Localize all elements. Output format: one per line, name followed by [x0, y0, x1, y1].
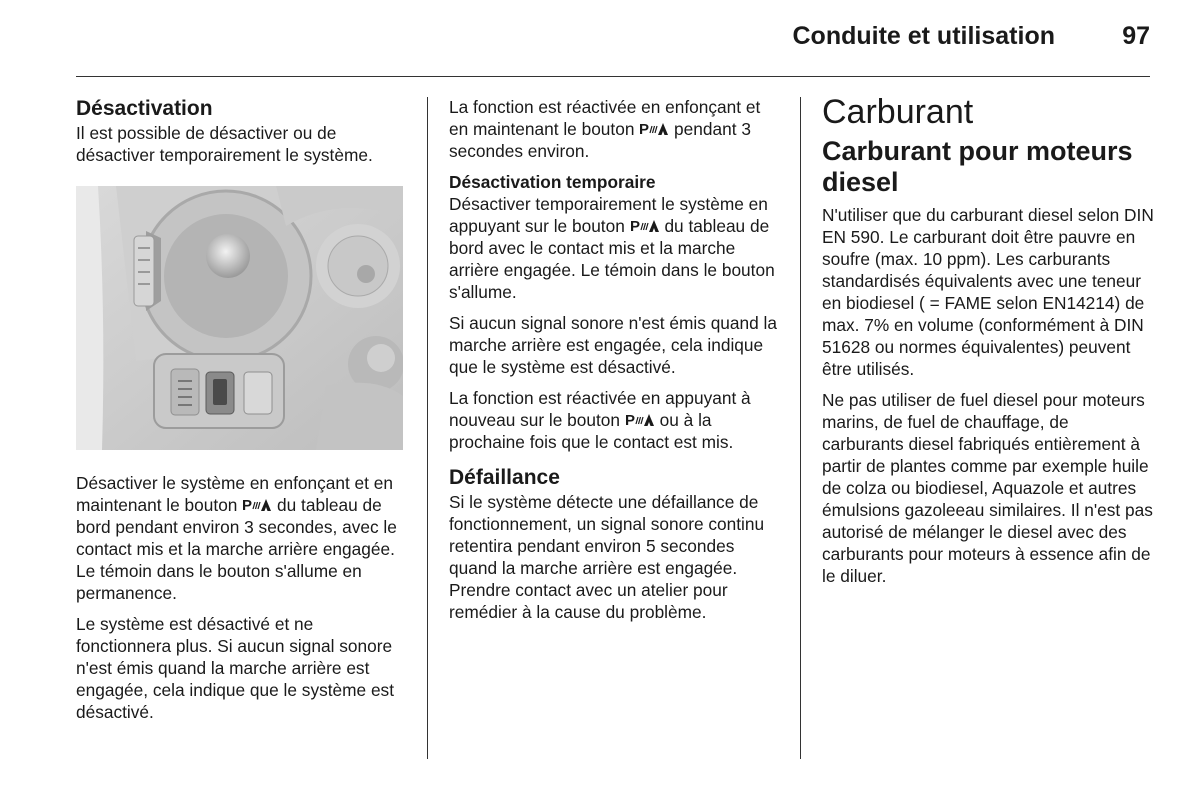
park-pilot-button-icon: [242, 497, 272, 512]
heading-defaillance: Défaillance: [449, 466, 560, 489]
heading-desactivation-temporaire: Désactivation temporaire: [449, 172, 656, 192]
column-divider: [427, 97, 428, 759]
heading-desactivation: Désactivation: [76, 97, 213, 120]
page-number: 97: [1122, 22, 1150, 50]
park-pilot-button-icon: [630, 218, 660, 233]
heading-carburant: Carburant: [822, 93, 974, 131]
paragraph: La fonction est réactivée en enfonçant et en maintenant le bouton pendant 3 secondes environ.: [449, 97, 761, 161]
dashboard-buttons-photo: [76, 186, 403, 450]
paragraph: N'utiliser que du carburant diesel selon DIN EN 590. Le carburant doit être pauvre en soufre (max. 10 ppm). Les carburants standardisés équivalents avec une teneur en biodiesel ( = FAME selon EN14214) de max. 7% en volume (conformément à DIN 51628 ou normes équivalentes) peuvent être utilisés.: [822, 205, 1154, 379]
column-1: [76, 96, 408, 732]
paragraph: Si le système détecte une défaillance de fonctionnement, un signal sonore continu retentira pendant environ 5 secondes quand la marche arrière est engagée. Prendre contact avec un atelier pour remédier à la cause du problème.: [449, 492, 765, 622]
park-pilot-button-icon: [639, 121, 669, 136]
section-title: Conduite et utilisation: [792, 22, 1055, 50]
header-rule: [76, 76, 1150, 77]
paragraph: Il est possible de désactiver ou de désactiver temporairement le système.: [76, 123, 373, 165]
column-2: [449, 96, 781, 632]
park-pilot-button-icon: [625, 412, 655, 427]
paragraph: Désactiver le système en enfonçant et en maintenant le bouton du tableau de bord pendant environ 3 secondes, avec le contact mis et la marche arrière engagée. Le témoin dans le bouton s'allume en permanence.: [76, 473, 397, 603]
heading-carburant-diesel: Carburant pour moteurs diesel: [822, 136, 1133, 197]
paragraph: Si aucun signal sonore n'est émis quand la marche arrière est engagée, cela indique que le système est désactivé.: [449, 313, 778, 377]
column-3: [822, 94, 1154, 596]
paragraph: La fonction est réactivée en appuyant à nouveau sur le bouton ou à la prochaine fois que le contact est mis.: [449, 388, 751, 452]
paragraph: Désactiver temporairement le système en appuyant sur le bouton du tableau de bord avec le contact mis et la marche arrière engagée. Le témoin dans le bouton s'allume.: [449, 194, 775, 302]
paragraph: Le système est désactivé et ne fonctionnera plus. Si aucun signal sonore n'est émis quand la marche arrière est engagée, cela indique que le système est désactivé.: [76, 614, 394, 722]
paragraph: Ne pas utiliser de fuel diesel pour moteurs marins, de fuel de chauffage, de carburants diesel fabriqués entièrement à partir de plantes comme par exemple huile de colza ou biodiesel, Aquazole et autres émulsions gazoleeau similaires. Il n'est pas autorisé de mélanger le diesel avec des carburants pour moteurs à essence afin de le diluer.: [822, 390, 1153, 586]
column-divider: [800, 97, 801, 759]
